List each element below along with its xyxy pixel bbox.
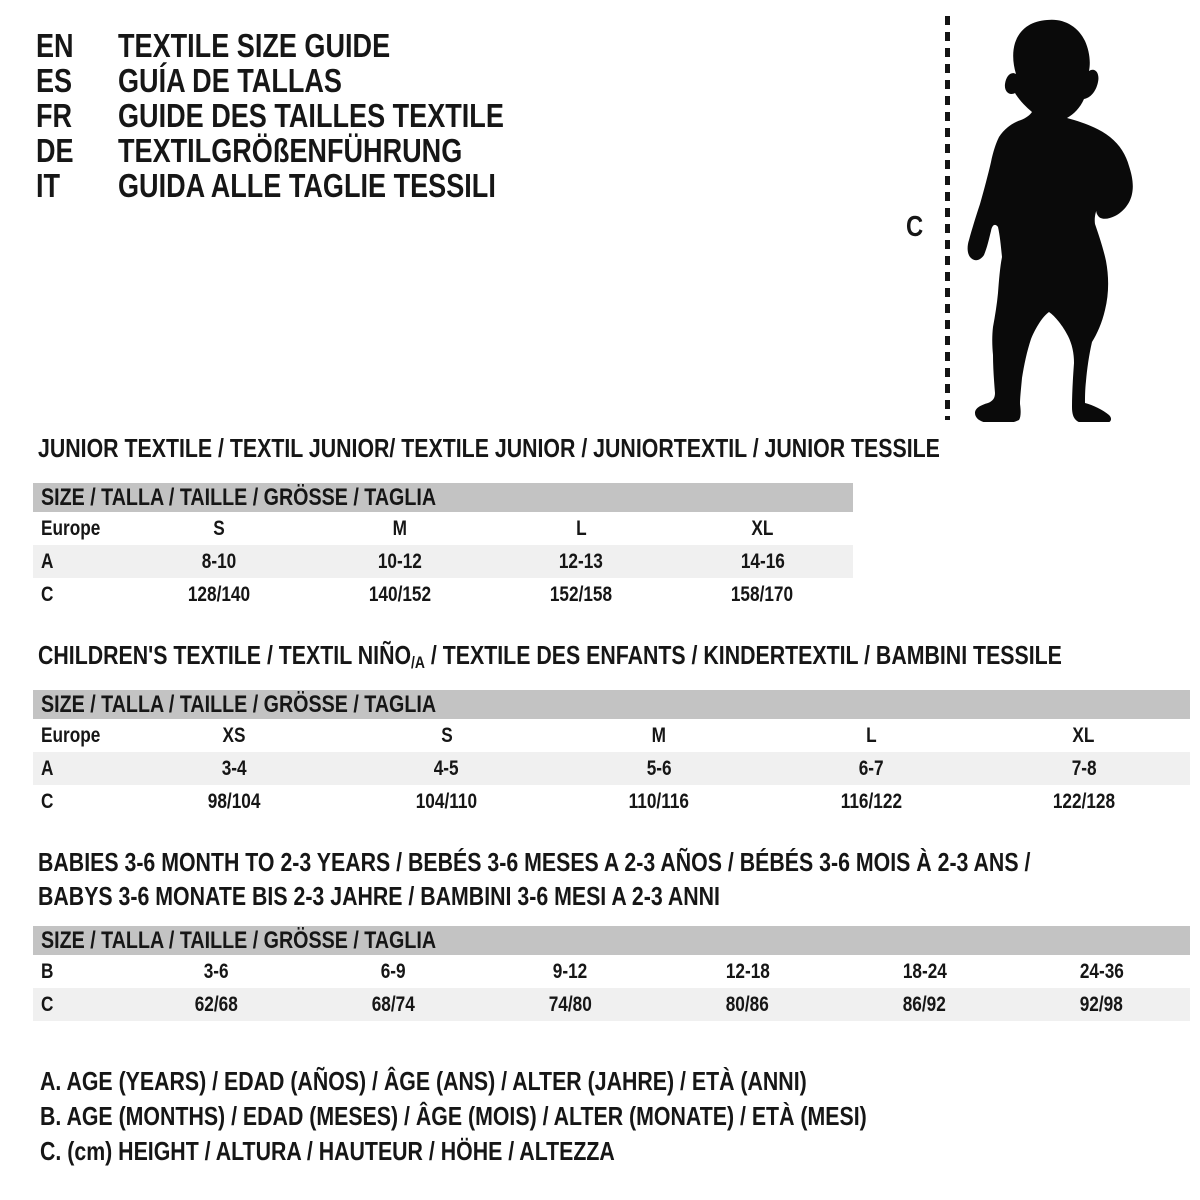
row-label: C (41, 789, 54, 813)
language-row-en (36, 28, 589, 63)
cell-value: 110/116 (628, 789, 690, 813)
language-row-de (36, 133, 589, 168)
size-header: SIZE / TALLA / TAILLE / GRÖSSE / TAGLIA (41, 484, 437, 511)
language-code: EN (36, 27, 74, 64)
cell-value: 92/98 (1079, 992, 1124, 1016)
cell-value: 18-24 (902, 959, 947, 983)
cell-value: 4-5 (434, 756, 460, 780)
children-size-table (33, 690, 1190, 818)
cell-value: 24-36 (1079, 959, 1124, 983)
cell-value: 116/122 (840, 789, 903, 813)
legend-line-c: C. (cm) HEIGHT / ALTURA / HAUTEUR / HÖHE / ALTEZZA (40, 1136, 615, 1166)
size-header: SIZE / TALLA / TAILLE / GRÖSSE / TAGLIA (41, 691, 437, 718)
cell-value: XS (222, 723, 246, 747)
cell-value: 10-12 (377, 549, 422, 573)
cell-value: 98/104 (207, 789, 261, 813)
cell-value: 12-13 (559, 549, 604, 573)
cell-value: 74/80 (548, 992, 593, 1016)
junior-size-table (33, 483, 853, 611)
row-label: C (41, 992, 54, 1016)
table-row (33, 785, 1190, 818)
cell-value: 5-6 (646, 756, 672, 780)
babies-section-title-line2: BABYS 3-6 MONATE BIS 2-3 JAHRE / BAMBINI 3-6 MESI A 2-3 ANNI (38, 881, 720, 911)
language-code: FR (36, 97, 73, 134)
table-row (33, 719, 1190, 752)
cell-value: 6-7 (858, 756, 884, 780)
cell-value: 9-12 (553, 959, 588, 983)
cell-value: 140/152 (368, 582, 431, 606)
table-row (33, 955, 1190, 988)
cell-value: 62/68 (194, 992, 239, 1016)
cell-value: 3-6 (204, 959, 229, 983)
toddler-silhouette-icon (966, 17, 1146, 422)
language-code: IT (36, 167, 61, 204)
language-title: GUÍA DE TALLAS (118, 62, 342, 99)
cell-value: 3-4 (221, 756, 247, 780)
cell-value: M (651, 723, 667, 747)
cell-value: 86/92 (902, 992, 947, 1016)
legend (40, 1064, 1048, 1169)
cell-value: 152/158 (549, 582, 613, 606)
height-label-c: C (906, 211, 924, 243)
legend-line-a: A. AGE (YEARS) / EDAD (AÑOS) / ÂGE (ANS) / ALTER (JAHRE) / ETÀ (ANNI) (40, 1066, 807, 1096)
legend-line-b: B. AGE (MONTHS) / EDAD (MESES) / ÂGE (MOIS) / ALTER (MONATE) / ETÀ (MESI) (40, 1101, 867, 1131)
table-row (33, 512, 853, 545)
cell-value: 12-18 (725, 959, 770, 983)
row-label: Europe (41, 516, 101, 540)
cell-value: 8-10 (201, 549, 236, 573)
row-label: A (41, 549, 54, 573)
language-title: TEXTILGRÖßENFÜHRUNG (118, 132, 463, 169)
row-label: A (41, 756, 54, 780)
language-row-fr (36, 98, 589, 133)
language-title: GUIDE DES TAILLES TEXTILE (118, 97, 504, 134)
cell-value: L (866, 723, 877, 747)
children-section-title: CHILDREN'S TEXTILE / TEXTIL $NIÑO_{/A}$ / TEXTILE DES ENFANTS / KINDERTEXTIL / BAMBINI TESSILE (38, 640, 1062, 672)
babies-section-title-line1: BABIES 3-6 MONTH TO 2-3 YEARS / BEBÉS 3-6 MESES A 2-3 AÑOS / BÉBÉS 3-6 MOIS À 2-3 ANS / (38, 847, 1031, 877)
size-header: SIZE / TALLA / TAILLE / GRÖSSE / TAGLIA (41, 927, 437, 954)
language-row-es (36, 63, 589, 98)
language-row-it (36, 168, 589, 203)
language-code: DE (36, 132, 74, 169)
table-row (33, 752, 1190, 785)
row-label: B (41, 959, 54, 983)
table-row (33, 578, 853, 611)
height-dashed-line (945, 16, 950, 420)
cell-value: 104/110 (415, 789, 478, 813)
cell-value: M (392, 516, 408, 540)
row-label: Europe (41, 723, 101, 747)
language-title: TEXTILE SIZE GUIDE (118, 27, 391, 64)
cell-value: 7-8 (1071, 756, 1097, 780)
cell-value: 80/86 (725, 992, 770, 1016)
cell-value: XL (1072, 723, 1095, 747)
cell-value: S (212, 516, 225, 540)
cell-value: 68/74 (371, 992, 416, 1016)
cell-value: L (575, 516, 587, 540)
cell-value: S (440, 723, 453, 747)
cell-value: 122/128 (1052, 789, 1115, 813)
row-label: C (41, 582, 54, 606)
junior-section-title: JUNIOR TEXTILE / TEXTIL JUNIOR/ TEXTILE JUNIOR / JUNIORTEXTIL / JUNIOR TESSILE (38, 433, 940, 463)
language-list (36, 28, 589, 203)
table-row (33, 988, 1190, 1021)
language-code: ES (36, 62, 73, 99)
cell-value: 158/170 (731, 582, 794, 606)
cell-value: 14-16 (740, 549, 785, 573)
title-subscript: /A (411, 653, 426, 672)
cell-value: 6-9 (381, 959, 406, 983)
table-row (33, 545, 853, 578)
cell-value: XL (751, 516, 774, 540)
cell-value: 128/140 (187, 582, 250, 606)
babies-size-table (33, 926, 1190, 1021)
language-title: GUIDA ALLE TAGLIE TESSILI (118, 167, 496, 204)
